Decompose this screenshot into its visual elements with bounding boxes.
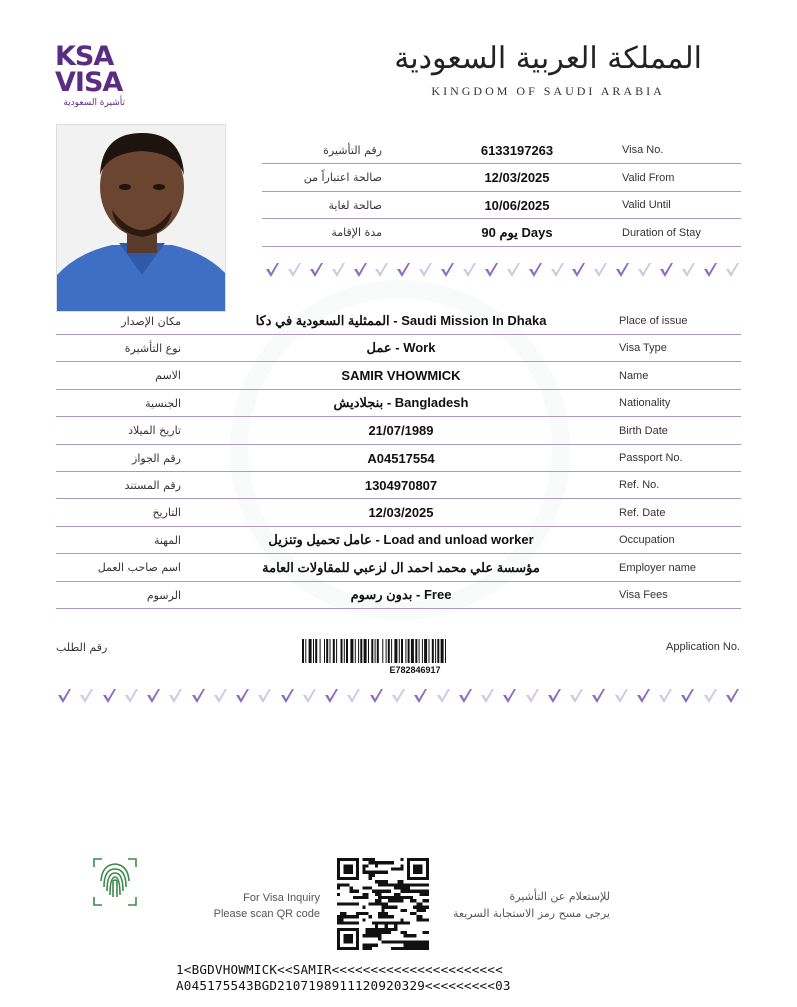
detail-value: مؤسسة علي محمد احمد ال لزعبي للمقاولات العامة <box>262 559 540 575</box>
checkmark-icon <box>457 688 474 705</box>
detail-label-en: Passport No. <box>619 452 683 464</box>
summary-label-ar: مدة الإقامة <box>331 226 382 239</box>
detail-row <box>56 472 741 499</box>
checkmark-icon <box>680 262 697 279</box>
checkmark-icon <box>592 262 609 279</box>
detail-row <box>56 390 741 417</box>
detail-label-ar: الجنسية <box>145 396 181 410</box>
checkmark-icon <box>101 688 118 705</box>
detail-row <box>56 335 741 362</box>
checkmark-icon <box>390 688 407 705</box>
detail-row <box>56 527 741 554</box>
summary-row <box>262 220 741 247</box>
summary-label-ar: صالحة اعتباراً من <box>303 171 382 184</box>
detail-label-en: Visa Fees <box>619 589 668 601</box>
checkmark-icon <box>435 688 452 705</box>
ksa-visa-logo <box>55 41 145 108</box>
checkmark-icon <box>345 688 362 705</box>
application-label-ar: رقم الطلب <box>56 641 108 654</box>
detail-value: عمل - Work <box>366 340 436 356</box>
summary-label-ar: صالحة لغاية <box>328 198 382 212</box>
detail-row <box>56 308 741 335</box>
detail-row <box>56 500 741 527</box>
detail-row <box>56 418 741 445</box>
detail-label-ar: مكان الإصدار <box>121 314 181 328</box>
checkmark-icon <box>501 688 518 705</box>
summary-label-en: Valid Until <box>622 199 671 211</box>
checkmark-icon <box>657 688 674 705</box>
detail-label-ar: رقم المستند <box>124 478 181 492</box>
summary-value: 6133197263 <box>480 142 554 158</box>
checkmark-icon <box>412 688 429 705</box>
summary-value: 90 يوم Days <box>481 224 553 240</box>
summary-row <box>262 165 741 192</box>
checkmark-icon <box>636 262 653 279</box>
kingdom-english: KINGDOM OF SAUDI ARABIA <box>431 84 665 98</box>
checkmark-icon <box>352 262 369 279</box>
checkmark-icon <box>439 262 456 279</box>
detail-label-ar: تاريخ الميلاد <box>128 424 181 438</box>
detail-value: SAMIR VHOWMICK <box>341 368 461 384</box>
logo-tagline: تأشيرة السعودية <box>63 98 125 108</box>
checkmark-icon <box>190 688 207 705</box>
detail-label-ar: رقم الجواز <box>132 451 181 465</box>
checkmark-icon <box>279 688 296 705</box>
detail-label-en: Name <box>619 369 649 382</box>
detail-label-en: Nationality <box>619 397 671 410</box>
checkmark-icon <box>613 688 630 705</box>
checkmark-icon <box>702 262 719 279</box>
qr-code[interactable] <box>337 858 429 950</box>
checkmark-icon <box>590 688 607 705</box>
detail-value: بدون رسوم - Free <box>350 587 452 602</box>
mrz-line-2: A045175543BGD2107198911120920329<<<<<<<<<03 <box>176 978 511 993</box>
detail-label-en: Employer name <box>619 561 697 574</box>
checkmark-icon <box>256 688 273 705</box>
detail-row <box>56 363 741 390</box>
detail-value: 21/07/1989 <box>368 423 434 439</box>
checkmark-icon <box>679 688 696 705</box>
summary-label-en: Duration of Stay <box>622 226 701 239</box>
detail-value: 1304970807 <box>364 477 438 493</box>
detail-label-en: Ref. No. <box>619 479 660 492</box>
checkmark-icon <box>78 688 95 705</box>
checkmark-icon <box>145 688 162 705</box>
checkmark-icon <box>123 688 140 705</box>
detail-label-ar: التاريخ <box>152 506 181 520</box>
application-number: E782846917 <box>389 665 441 675</box>
checkmark-icon <box>264 262 281 279</box>
checkmark-icon <box>212 688 229 705</box>
detail-row <box>56 445 741 472</box>
detail-value: عامل تحميل وتنزيل - Load and unload worker <box>268 532 534 548</box>
detail-value: A04517554 <box>367 450 435 466</box>
machine-readable-zone <box>176 962 511 994</box>
portrait-image <box>57 125 226 312</box>
detail-row <box>56 555 741 582</box>
checkmark-icon <box>570 262 587 279</box>
checkmark-icon <box>724 688 741 705</box>
summary-label-en: Valid From <box>622 171 675 184</box>
detail-label-ar: الرسوم <box>146 588 181 602</box>
checkmark-icon <box>368 688 385 705</box>
detail-label-ar: نوع التأشيرة <box>124 341 181 355</box>
summary-row <box>262 192 741 219</box>
checkmark-icon <box>395 262 412 279</box>
summary-label-ar: رقم التأشيرة <box>323 143 382 157</box>
detail-value: بنجلاديش - Bangladesh <box>333 395 469 411</box>
checkmark-icon <box>505 262 522 279</box>
checkmark-icon <box>524 688 541 705</box>
detail-label-en: Occupation <box>619 534 675 547</box>
detail-value: 12/03/2025 <box>368 505 434 521</box>
inquiry-ar-line2: يرجى مسح رمز الاستجابة السريعة <box>453 907 610 920</box>
inquiry-text-ar <box>440 888 610 922</box>
checkmark-icon <box>702 688 719 705</box>
application-barcode <box>302 639 528 663</box>
checkmark-icon <box>301 688 318 705</box>
checkmark-icon <box>658 262 675 279</box>
inquiry-en-line1: For Visa Inquiry <box>243 892 320 904</box>
checkmark-icon <box>56 688 73 705</box>
checkmark-icon <box>614 262 631 279</box>
checkmark-icon <box>546 688 563 705</box>
detail-label-en: Visa Type <box>619 342 667 355</box>
mrz-line-1: 1<BGDVHOWMICK<<SAMIR<<<<<<<<<<<<<<<<<<<<<< <box>176 962 503 977</box>
checkmark-icon <box>549 262 566 279</box>
detail-value: الممثلية السعودية في دكا - Saudi Mission In Dhaka <box>255 313 547 328</box>
summary-row <box>262 137 741 164</box>
inquiry-ar-line1: للإستعلام عن التأشيرة <box>509 890 610 903</box>
kingdom-arabic: المملكة العربية السعودية <box>394 41 702 76</box>
checkmark-divider-top <box>264 262 741 279</box>
checkmark-icon <box>417 262 434 279</box>
checkmark-icon <box>724 262 741 279</box>
logo-line-ksa: KSA <box>55 41 114 72</box>
checkmark-icon <box>373 262 390 279</box>
checkmark-icon <box>635 688 652 705</box>
checkmark-icon <box>286 262 303 279</box>
checkmark-icon <box>479 688 496 705</box>
checkmark-icon <box>323 688 340 705</box>
checkmark-divider-bottom <box>56 688 741 705</box>
detail-label-en: Place of issue <box>619 315 688 327</box>
checkmark-icon <box>483 262 500 279</box>
checkmark-icon <box>330 262 347 279</box>
detail-label-en: Ref. Date <box>619 506 666 519</box>
kingdom-header <box>394 40 702 99</box>
summary-value: 12/03/2025 <box>484 170 550 185</box>
summary-label-en: Visa No. <box>622 144 664 156</box>
checkmark-icon <box>234 688 251 705</box>
inquiry-en-line2: Please scan QR code <box>213 908 320 920</box>
detail-label-en: Birth Date <box>619 424 668 437</box>
detail-label-ar: الاسم <box>155 369 181 383</box>
checkmark-icon <box>308 262 325 279</box>
fingerprint-icon <box>92 857 138 907</box>
holder-photo <box>56 124 226 312</box>
inquiry-text-en <box>200 890 320 922</box>
checkmark-icon <box>461 262 478 279</box>
detail-row <box>56 582 741 609</box>
logo-line-visa: VISA <box>55 67 123 98</box>
detail-label-ar: المهنة <box>153 533 181 547</box>
checkmark-icon <box>527 262 544 279</box>
summary-value: 10/06/2025 <box>484 197 550 213</box>
checkmark-icon <box>568 688 585 705</box>
detail-label-ar: اسم صاحب العمل <box>97 561 181 575</box>
application-label-en: Application No. <box>666 641 740 653</box>
checkmark-icon <box>167 688 184 705</box>
